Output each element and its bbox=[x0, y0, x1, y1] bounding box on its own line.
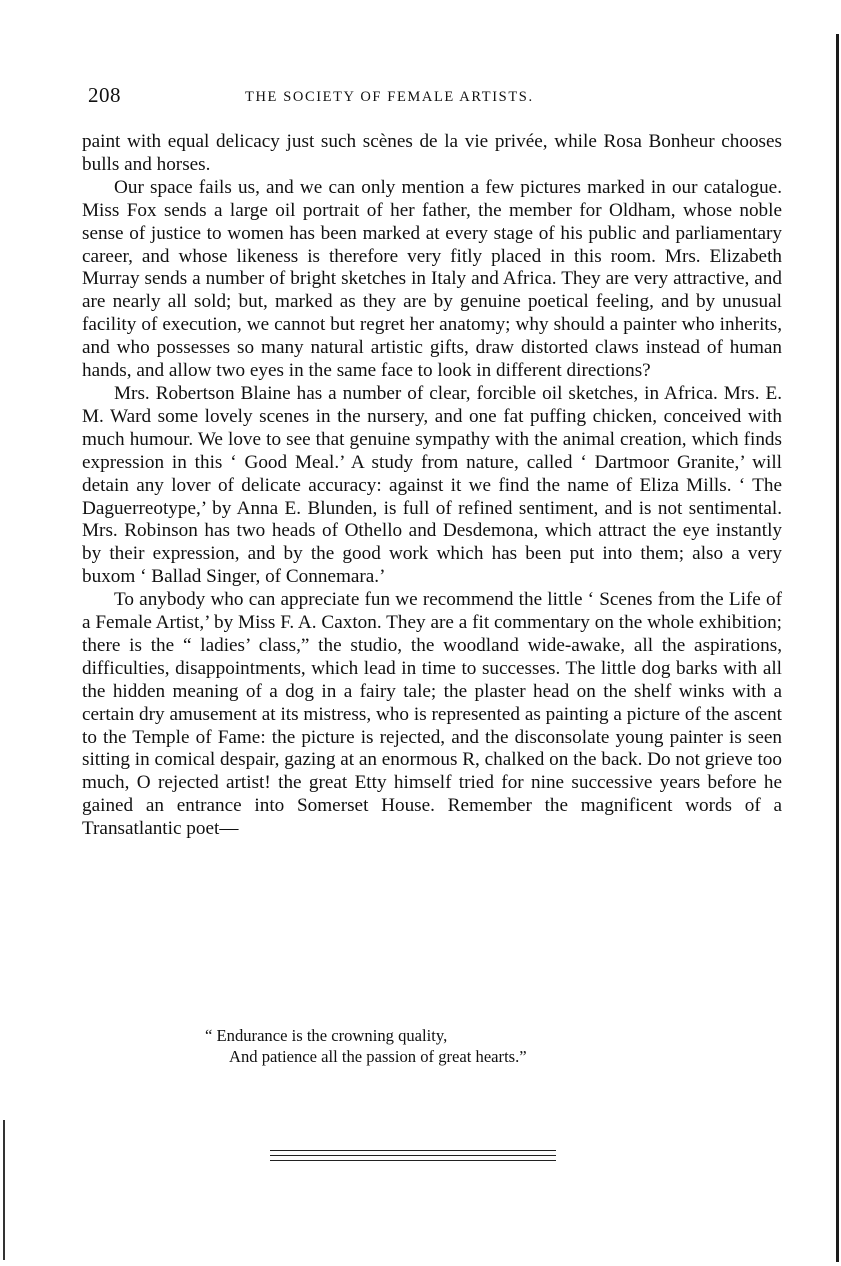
quote-line-1: “ Endurance is the crowning quality, bbox=[205, 1026, 448, 1045]
quote-line-2: And patience all the passion of great hearts.” bbox=[229, 1046, 527, 1066]
page-edge-shadow bbox=[836, 34, 839, 1262]
paragraph-continued: paint with equal delicacy just such scènes de la vie privée, while Rosa Bonheur chooses bulls and horses. bbox=[82, 131, 782, 175]
paragraph-female-artist-scenes: To anybody who can appreciate fun we recommend the little ‘ Scenes from the Life of a Female Artist,’ by Miss F. A. Caxton. They are a fit commentary on the whole exhibition; there is the “ ladies’ class,” the studio, the woodland wide-awake, all the aspirations, difficulties, disappointments, which lead in time to successes. The little dog barks with all the hidden meaning of a dog in a fairy tale; the plaster head on the shelf winks with a certain dry amusement at its mistress, who is represented as painting a picture of the ascent to the Temple of Fame: the picture is rejected, and the disconsolate young painter is seen sitting in comical despair, gazing at an enormous R, chalked on the back. Do not grieve too much, O rejected artist! the great Etty himself tried for nine successive years before he gained an entrance into Somerset House. Remember the magnificent words of a Transatlantic poet— bbox=[82, 589, 782, 840]
section-end-rule bbox=[270, 1160, 556, 1161]
paragraph-robertson-blaine: Mrs. Robertson Blaine has a number of clear, forcible oil sketches, in Africa. Mrs. E. M. Ward some lovely scenes in the nursery, and one fat puffing chicken, conceived with much humour. We love to see that genuine sympathy with the animal creation, which finds expression in this ‘ Good Meal.’ A study from nature, called ‘ Dartmoor Granite,’ will detain any lover of delicate accuracy: against it we find the name of Eliza Mills. ‘ The Daguerreotype,’ by Anna E. Blunden, is full of refined sentiment, and is not sentimental. Mrs. Robinson has two heads of Othello and Desdemona, which attract the eye instantly by their expression, and by the good work which has been put into them; also a very buxom ‘ Ballad Singer, of Connemara.’ bbox=[82, 382, 782, 588]
section-end-rule bbox=[270, 1150, 556, 1151]
page-header bbox=[88, 83, 778, 113]
page-number: 208 bbox=[88, 83, 121, 107]
running-title: THE SOCIETY OF FEMALE ARTISTS. bbox=[245, 89, 534, 105]
paragraph-catalogue: Our space fails us, and we can only mention a few pictures marked in our catalogue. Miss Fox sends a large oil portrait of her father, the member for Oldham, whose noble sense of justice to women has been marked at every stage of his public and parliamentary career, and whose likeness is therefore very fitly placed in this room. Mrs. Elizabeth Murray sends a number of bright sketches in Italy and Africa. They are very attractive, and are nearly all sold; but, marked as they are by genuine poetical feeling, and by unusual facility of execution, we cannot but regret her anatomy; why should a painter who inherits, and who possesses so many natural artistic gifts, draw distorted claws instead of human hands, and allow two eyes in the same face to look in different directions? bbox=[82, 176, 782, 382]
poem-quotation bbox=[205, 1026, 725, 1067]
article-body bbox=[82, 131, 782, 841]
section-end-rule bbox=[270, 1155, 556, 1156]
page-edge-mark bbox=[3, 1120, 5, 1260]
